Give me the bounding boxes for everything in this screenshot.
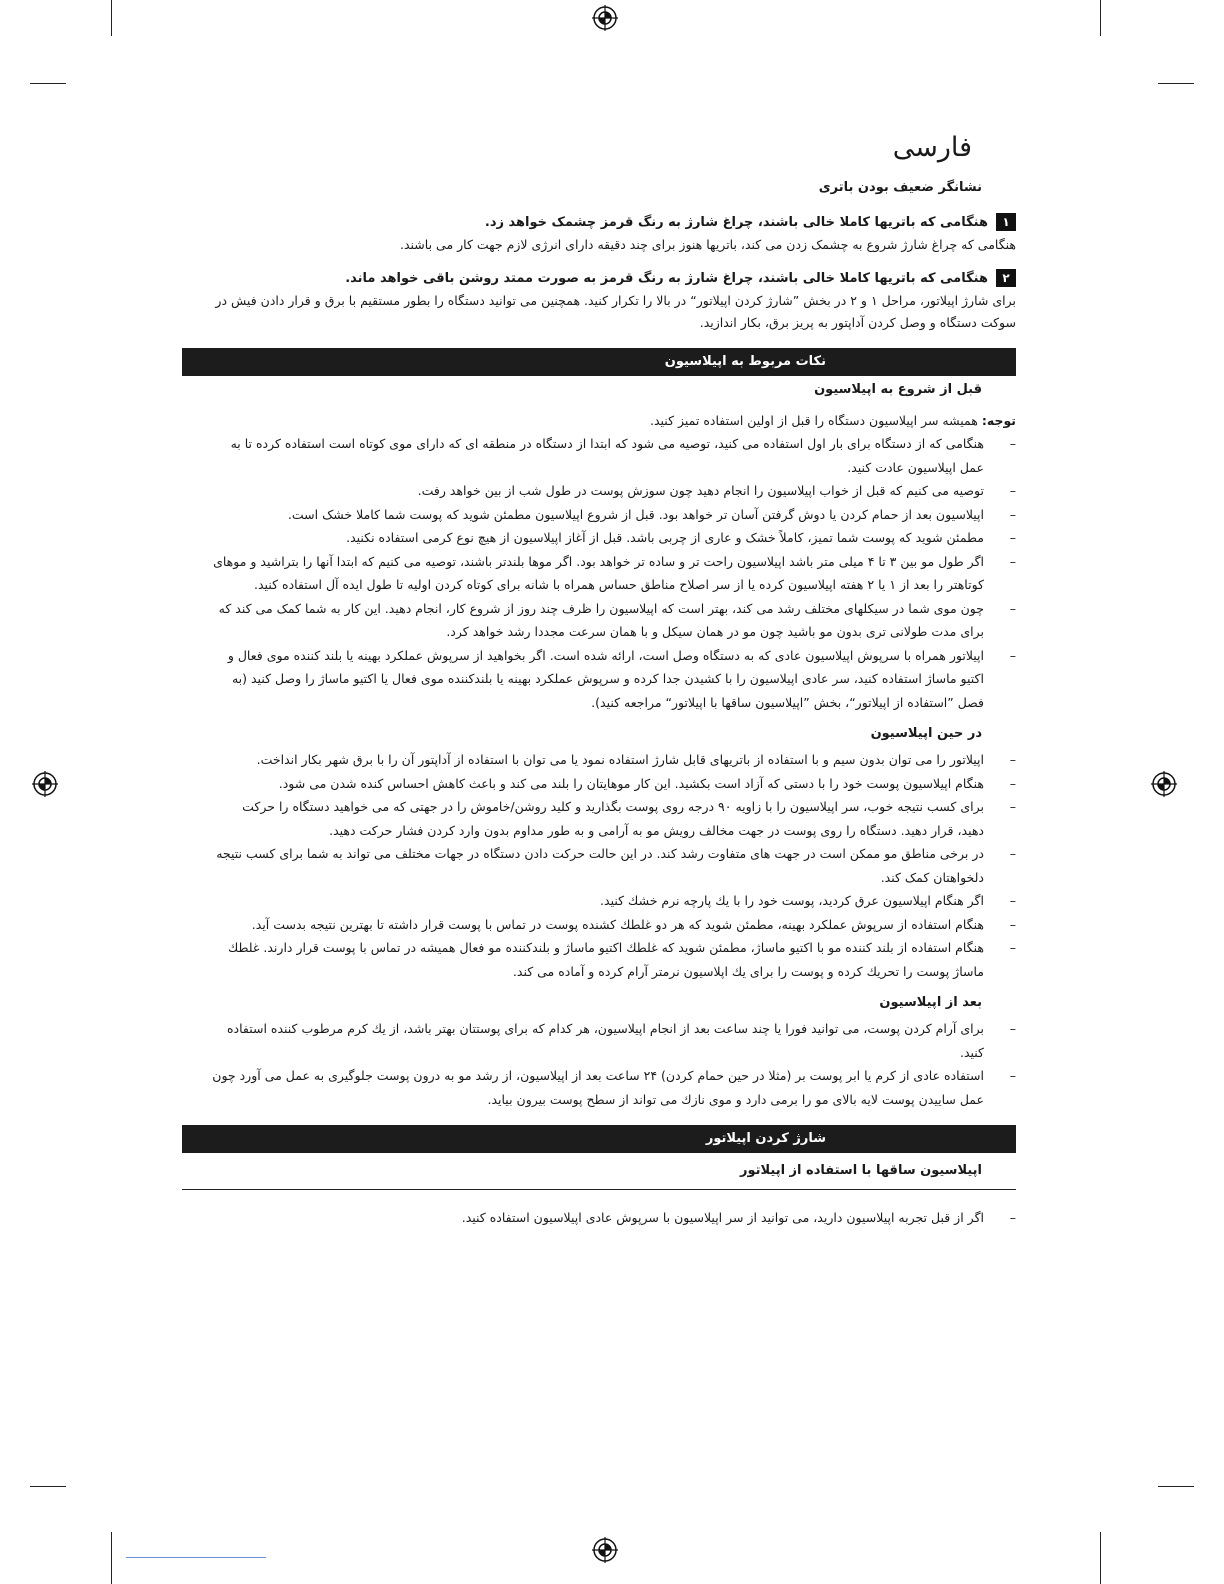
after-list <box>182 1017 1016 1111</box>
note-label: توجه: <box>981 413 1016 428</box>
list-item: – اگر طول مو بین ۳ تا ۴ میلی متر باشد اپیلاسیون راحت تر و ساده تر خواهد بود. اگر موها بلندتر باشند، توصیه می کنیم که ابتدا آنها را بتراشید و موهای کوتاهتر را بعد از ۱ یا ۲ هفته اپیلاسیون کرده یا از سر اصلاح مناطق حساس همراه با شانه برای کوتاه کردن اولیه تا طول ایده آل استفاده کنید. <box>182 550 1016 597</box>
list-item: – اگر هنگام اپیلاسیون عرق کردید، پوست خود را با یك پارچه نرم خشك كنيد. <box>182 889 1016 913</box>
crop-mark <box>1100 0 1101 36</box>
list-item: – هنگام استفاده از سرپوش عملکرد بهینه، مطمئن شوید که هر دو غلطك کشنده پوست در تماس با پوست قرار داشته تا بهترین نتیجه بدست آید. <box>182 913 1016 937</box>
crop-mark <box>111 0 112 36</box>
list-item: – چون موی شما در سیکلهای مختلف رشد می کند، بهتر است که اپیلاسیون را ظرف چند روز از شروع کار، انجام دهید. این کار به شما کمک می کند که برای مدت طولانی تری بدون مو باشید چون مو در همان سیکل و با همان سرعت مجددا رشد خواهد کرد. <box>182 597 1016 644</box>
registration-mark-icon <box>32 771 58 797</box>
note <box>182 410 1016 432</box>
list-item: – هنگام استفاده از بلند کننده مو با اکتیو ماساژ، مطمئن شوید که غلطك اکتیو ماساژ و بلندکننده مو فعال همیشه در تماس با پوست قرار دارند. غلطك ماساژ پوست را تحریك کرده و پوست را برای یك اپلاسیون نرمتر آرام کرده و آماده می کند. <box>182 936 1016 983</box>
step-number-badge: ۱ <box>996 213 1016 231</box>
bottom-rule <box>126 1557 266 1558</box>
list-item: – مطمئن شوید که پوست شما تمیز، کاملاً خشک و عاری از چربی باشد. قبل از آغاز اپیلاسیون از هیچ نوع کرمی استفاده نکنید. <box>182 526 1016 550</box>
list-item: – اپیلاسیون بعد از حمام کردن یا دوش گرفتن آسان تر خواهد بود. قبل از شروع اپیلاسیون مطمئن شوید که پوست شما کاملا خشک است. <box>182 503 1016 527</box>
registration-mark-icon <box>592 1537 618 1563</box>
battery-heading: نشانگر ضعیف بودن باتری <box>818 180 982 195</box>
crop-mark <box>30 83 66 84</box>
crop-mark <box>111 1532 112 1584</box>
before-epilation-heading: قبل از شروع به اپیلاسیون <box>814 382 982 397</box>
list-item: – هنگامی که از دستگاه برای بار اول استفاده می کنید، توصیه می شود که ابتدا از دستگاه در منطقه ای که دارای موی کوتاه است استفاده کرده تا به عمل اپیلاسیون عادت کنید. <box>182 432 1016 479</box>
during-list <box>182 748 1016 983</box>
step-2-text: برای شارژ اپیلاتور، مراحل ۱ و ۲ در بخش ”شارژ کردن اپیلاتور“ در بالا را تکرار کنید. همچنین می توانید دستگاه را بطور مستقیم با برق و قرار دادن فیش در سوکت دستگاه و وصل کردن آداپتور به پریز برق، بکار اندازید. <box>215 293 1016 330</box>
language-title: فارسی <box>892 132 972 163</box>
list-item: – اپیلاتور را می توان بدون سیم و با استفاده از باتریهای قابل شارژ استفاده نمود یا می توان با استفاده از آداپتور آن را با برق شهر بکار انداخت. <box>182 748 1016 772</box>
list-item: – استفاده عادی از کرم یا ابر پوست بر (مثلا در حین حمام کردن) ۲۴ ساعت بعد از اپیلاسیون، از رشد مو به درون پوست جلوگیری به عمل می آورد چون عمل ساییدن پوست لایه بالای مو را برمی دارد و موی نازك می تواند از سطح پوست بیرون بیاید. <box>182 1064 1016 1111</box>
list-item: – اپیلاتور همراه با سرپوش اپیلاسیون عادی که به دستگاه وصل است، ارائه شده است. اگر بخواهید از سرپوش عملکرد بهینه یا بلند کننده موی فعال و اکتیو ماساژ استفاده کنید، سر عادی اپیلاسیون را با کشیدن جدا کرده و سرپوش عملکرد بهینه یا بلندکننده موی فعال یا اکتیو ماساژ را وصل کنید (به فصل ”استفاده از اپیلاتور“، بخش ”اپیلاسیون ساقها با اپیلاتور“ مراجعه کنید). <box>182 644 1016 715</box>
list-item: – هنگام اپیلاسیون پوست خود را با دستی که آزاد است بکشید. این کار موهایتان را بلند می کند و باعث کاهش احساس کنده شدن می شود. <box>182 772 1016 796</box>
registration-mark-icon <box>592 5 618 31</box>
crop-mark <box>1100 1532 1101 1584</box>
before-list <box>182 432 1016 714</box>
during-epilation-heading: در حین اپیلاسیون <box>870 726 982 741</box>
step-2-title <box>182 266 1016 290</box>
divider <box>182 1189 1016 1190</box>
list-item: – در برخی مناطق مو ممکن است در جهت های متفاوت رشد کند. در این حالت حرکت دادن دستگاه در جهات مختلف می تواند به شما برای کسب نتیجه دلخواهتان کمک کند. <box>182 842 1016 889</box>
step-title-text: هنگامی که باتریها کاملا خالی باشند، چراغ شارژ به رنگ قرمز چشمک خواهد زد. <box>484 214 988 230</box>
note-text: همیشه سر اپیلاسیون دستگاه را قبل از اولین استفاده تمیز کنید. <box>649 413 978 428</box>
step-title-text: هنگامی که باتریها کاملا خالی باشند، چراغ شارژ به رنگ قرمز به صورت ممتد روشن باقی خواهد ماند. <box>345 270 988 286</box>
list-item: – توصیه می کنیم که قبل از خواب اپیلاسیون را انجام دهید چون سوزش پوست در طول شب از بین خواهد رفت. <box>182 479 1016 503</box>
crop-mark <box>30 1486 66 1487</box>
crop-mark <box>1158 1486 1194 1487</box>
section-bar-charging: شارژ کردن اپیلاتور <box>182 1125 1016 1153</box>
registration-mark-icon <box>1151 771 1177 797</box>
section-bar-epilation: نکات مربوط به اپیلاسیون <box>182 348 1016 376</box>
list-item: – برای آرام کردن پوست، می توانید فورا یا چند ساعت بعد از انجام اپیلاسیون، هر کدام که برای پوستتان بهتر باشد، از یك کرم مرطوب کننده استفاده کنید. <box>182 1017 1016 1064</box>
step-number-badge: ۲ <box>996 269 1016 287</box>
step-1-text: هنگامی که چراغ شارژ شروع به چشمک زدن می کند، باتریها هنوز برای چند دقیقه دارای انرژی لازم جهت کار می باشند. <box>400 237 1016 252</box>
list-item: – برای کسب نتیجه خوب، سر اپیلاسیون را با زاویه ۹۰ درجه روی پوست بگذارید و کلید روشن/خاموش را در جهتی که می خواهید دستگاه را حرکت دهید، قرار دهید. دستگاه را روی پوست در جهت مخالف رویش مو به آرامی و به طور مداوم بدون وارد کردن فشار حرکت دهید. <box>182 795 1016 842</box>
after-epilation-heading: بعد از اپیلاسیون <box>879 995 982 1010</box>
charging-list <box>182 1206 1016 1230</box>
page-content <box>182 120 1016 1230</box>
legs-epilation-heading: اپیلاسیون ساقها با استفاده از اپیلاتور <box>740 1163 982 1178</box>
crop-mark <box>1158 83 1194 84</box>
list-item: – اگر از قبل تجربه اپیلاسیون دارید، می توانید از سر اپیلاسیون با سرپوش عادی اپیلاسیون استفاده کنید. <box>182 1206 1016 1230</box>
step-1-title <box>182 210 1016 234</box>
